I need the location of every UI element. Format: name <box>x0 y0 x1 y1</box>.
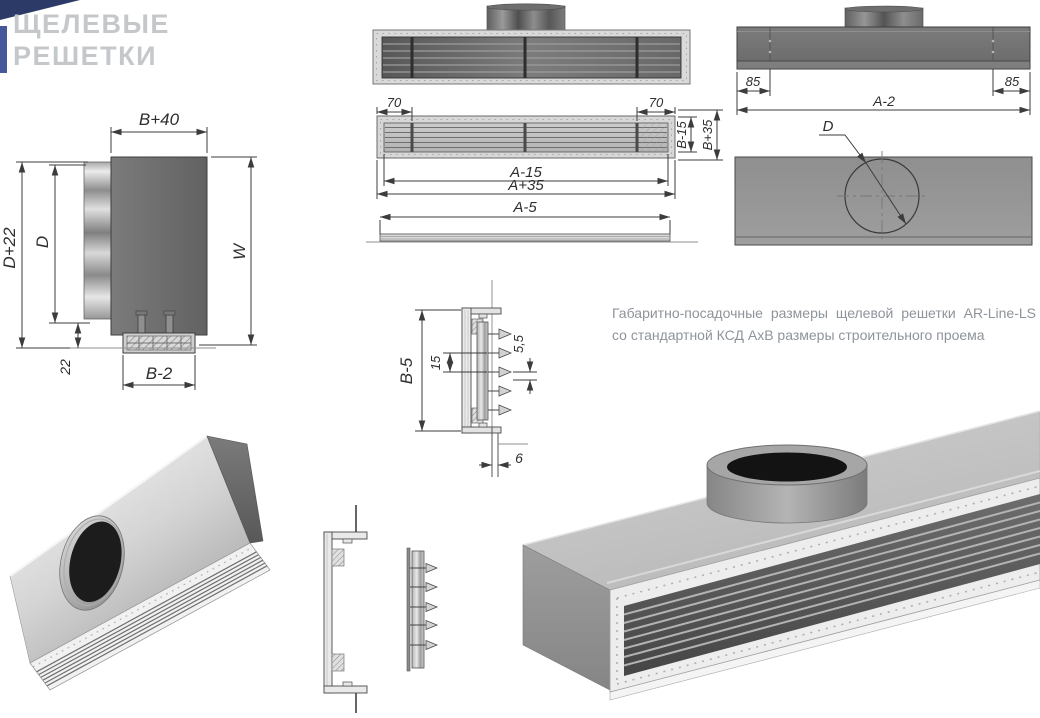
dim-label-6: 6 <box>515 450 523 466</box>
drawing-side-elevation <box>0 96 300 405</box>
plenum-box <box>111 157 207 335</box>
dim-label-d22: D+22 <box>0 227 19 269</box>
dim-label-b40: B+40 <box>138 110 180 129</box>
grille-assembly <box>123 333 195 353</box>
dim-label-55: 5,5 <box>511 334 526 354</box>
dim-label-70-right: 70 <box>648 95 664 110</box>
page-title-line2: РЕШЕТКИ <box>13 41 158 71</box>
dim-label-85-left: 85 <box>745 74 761 89</box>
dim-label-w: W <box>230 243 249 261</box>
dim-label-b5: B-5 <box>397 357 416 385</box>
dim-label-d: D <box>33 235 52 249</box>
drawing-plenum-side-view <box>725 2 1040 122</box>
dim-label-15: 15 <box>428 355 443 371</box>
description-line1: Габаритно-посадочные размеры щелевой решетки AR-Line-LS <box>612 305 1036 321</box>
render-grille-bottom-view <box>365 2 705 95</box>
dim-label-70-left: 70 <box>386 95 402 110</box>
description-line2: со стандартной КСД АхВ размеры строительного проема <box>612 327 985 343</box>
title-accent-bar <box>0 26 7 73</box>
collar-top <box>845 6 923 12</box>
panel-strip <box>366 234 698 242</box>
end-hatch <box>641 123 668 152</box>
dim-label-b2: B-2 <box>145 364 173 383</box>
c-channel-profile <box>324 505 367 713</box>
duct-cylinder <box>84 162 111 319</box>
drawing-frame-profile <box>303 505 458 718</box>
render-grille-iso-left <box>0 413 300 718</box>
dim-label-a15: A-15 <box>510 164 542 181</box>
drawing-front-elevation <box>360 92 732 259</box>
collar-top <box>487 4 565 10</box>
vane-strip-profile <box>407 548 437 671</box>
page-title-line1: ЩЕЛЕВЫЕ <box>13 9 170 39</box>
duct-collar <box>707 445 867 523</box>
dim-label-b15: B-15 <box>674 121 689 149</box>
dim-label-a35: A+35 <box>508 177 544 194</box>
bottom-strip <box>737 61 1030 69</box>
render-grille-iso-right <box>495 385 1040 718</box>
dim-label-22: 22 <box>57 359 73 375</box>
page-title <box>13 8 170 72</box>
dim-label-b35: B+35 <box>700 119 715 151</box>
dim-label-a2: A-2 <box>873 93 895 109</box>
drawing-plenum-top-view <box>725 118 1040 265</box>
dim-label-d-top: D <box>822 118 834 135</box>
dim-label-85-right: 85 <box>1004 74 1020 89</box>
dim-label-a5: A-5 <box>513 199 537 216</box>
description-text <box>612 302 1036 346</box>
plenum-top-face <box>735 157 1032 245</box>
